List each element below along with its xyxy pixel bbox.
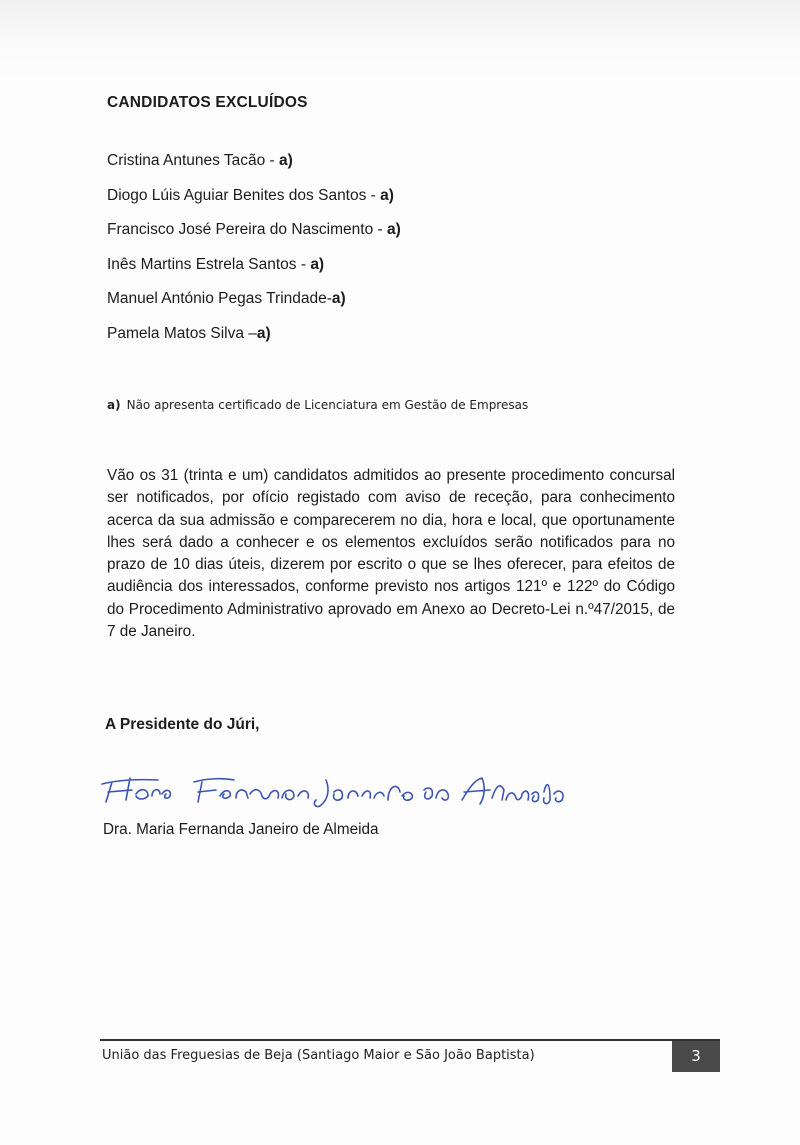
footnote-text: Não apresenta certificado de Licenciatura em Gestão de Empresas — [126, 398, 529, 412]
candidate-mark: a) — [256, 324, 271, 342]
candidate-mark: a) — [310, 255, 325, 273]
candidate-item — [107, 152, 401, 187]
candidate-name: Diogo Lúis Aguiar Benites dos Santos - — [107, 186, 381, 204]
signer-name: Dra. Maria Fernanda Janeiro de Almeida — [103, 821, 379, 838]
candidate-name: Francisco José Pereira do Nascimento - — [107, 221, 387, 239]
excluded-candidates-list — [107, 152, 401, 360]
candidate-item — [107, 256, 401, 291]
candidate-item — [107, 325, 401, 360]
notification-paragraph: Vão os 31 (trinta e um) candidatos admitidos ao presente procedimento concursal ser notificados, por ofício registado com aviso de receção, para conhecimento acerca da sua admissão e comparecerem no dia, hora e local, que oportunamente lhes será dado a conhecer e os elementos excluídos serão notificados para no prazo de 10 dias úteis, dizerem por escrito o que se lhes oferecer, para efeitos de audiência dos interessados, conforme previsto nos artigos 121º e 122º do Código do Procedimento Administrativo aprovado em Anexo ao Decreto-Lei n.º47/2015, de 7 de Janeiro. — [107, 467, 675, 641]
candidate-mark: a) — [331, 290, 346, 308]
footer-organization: União das Freguesias de Beja (Santiago Maior e São João Baptista) — [102, 1048, 535, 1063]
candidate-name: Pamela Matos Silva – — [107, 324, 257, 342]
footnote — [107, 398, 528, 412]
candidate-item — [107, 187, 401, 222]
candidate-mark: a) — [380, 186, 394, 204]
candidate-name: Manuel António Pegas Trindade- — [107, 290, 332, 308]
candidate-item — [107, 221, 401, 256]
candidate-mark: a) — [279, 152, 293, 169]
section-heading: CANDIDATOS EXCLUÍDOS — [107, 94, 308, 111]
candidate-item — [107, 290, 401, 325]
candidate-mark: a) — [386, 221, 401, 239]
president-label: A Presidente do Júri, — [105, 716, 260, 733]
candidate-name: Inês Martins Estrela Santos - — [107, 255, 311, 273]
footnote-mark: a) — [107, 398, 121, 412]
candidate-name: Cristina Antunes Tacão - — [107, 152, 280, 169]
page-number-badge: 3 — [672, 1041, 720, 1072]
footer-divider — [100, 1039, 720, 1041]
handwritten-signature — [98, 770, 568, 810]
